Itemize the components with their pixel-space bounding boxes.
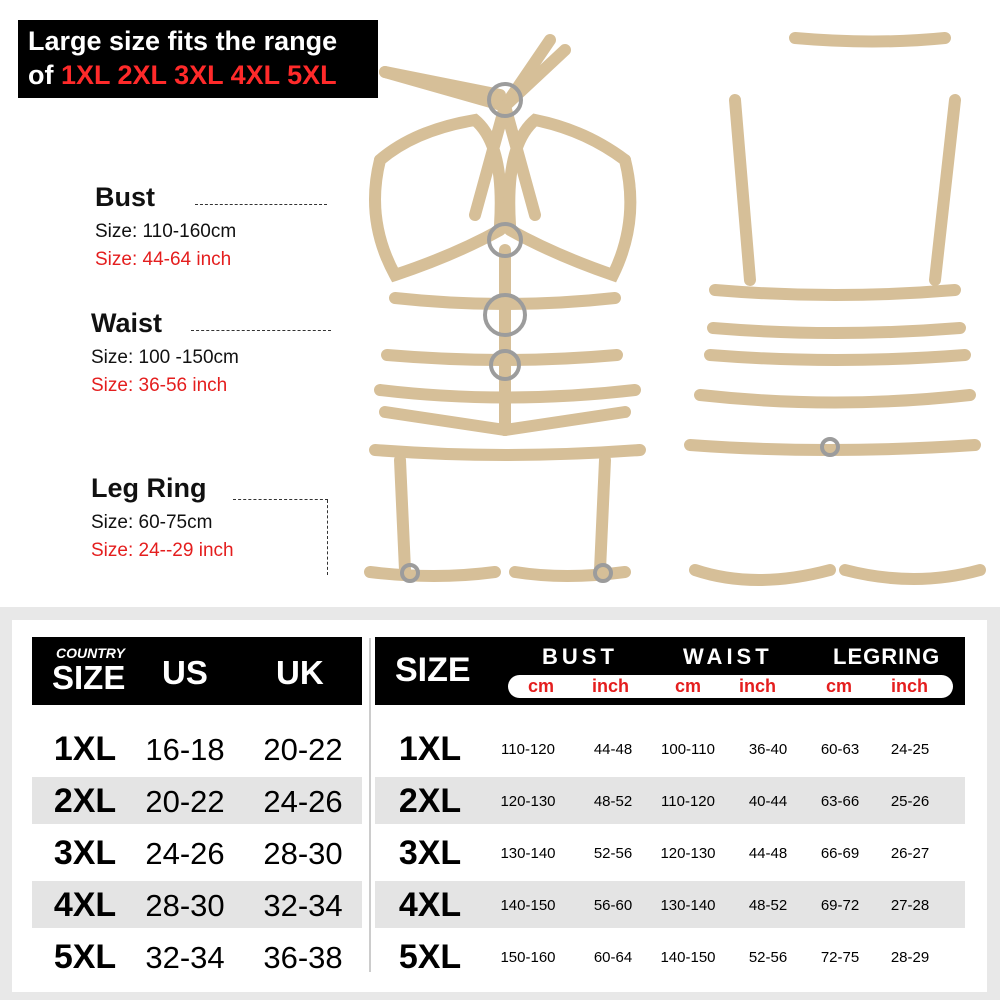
leg-cm-5xl: 72-75	[820, 949, 860, 966]
waist-inch-5xl: 52-56	[748, 949, 788, 966]
leg-inch-3xl: 26-27	[890, 845, 930, 862]
waist-inch: Size: 36-56 inch	[91, 375, 228, 396]
waist-inch-2xl: 40-44	[748, 793, 788, 810]
bust-measurement	[95, 182, 236, 271]
bust-cm-4xl: 140-150	[500, 897, 556, 914]
header-size-right: SIZE	[395, 651, 471, 689]
us-size-5xl: 32-34	[145, 940, 225, 975]
front-harness	[370, 40, 640, 576]
bust-cm: Size: 110-160cm	[95, 221, 237, 242]
us-size-4xl: 28-30	[145, 888, 225, 923]
header-uk: UK	[276, 654, 324, 691]
bust-inch-5xl: 60-64	[593, 949, 633, 966]
us-size-3xl: 24-26	[145, 836, 225, 871]
header-size: SIZE	[52, 659, 126, 696]
right-table-header	[375, 637, 965, 705]
banner-line-2	[28, 58, 378, 92]
left-size-2xl: 2XL	[53, 782, 117, 820]
uk-size-2xl: 24-26	[263, 784, 343, 819]
leg-cm: Size: 60-75cm	[91, 512, 213, 533]
bust-inch-4xl: 56-60	[593, 897, 633, 914]
waist-inch-1xl: 36-40	[748, 741, 788, 758]
back-harness	[690, 38, 980, 580]
unit-leg-inch: inch	[891, 676, 929, 696]
uk-size-4xl: 32-34	[263, 888, 343, 923]
bust-inch-1xl: 44-48	[593, 741, 633, 758]
header-legring: LEGRING	[833, 644, 941, 669]
uk-size-1xl: 20-22	[263, 732, 343, 767]
leg-measurement	[91, 473, 234, 562]
bust-cm-2xl: 120-130	[500, 793, 556, 810]
waist-cm-5xl: 140-150	[660, 949, 716, 966]
bust-cm-5xl: 150-160	[500, 949, 556, 966]
leg-cm-1xl: 60-63	[820, 741, 860, 758]
right-size-1xl: 1XL	[398, 730, 462, 768]
waist-title: Waist	[91, 308, 163, 338]
waist-cm-1xl: 100-110	[661, 741, 715, 758]
bust-dash-line	[195, 204, 327, 205]
left-size-5xl: 5XL	[53, 938, 117, 976]
banner-line-1: Large size fits the range	[28, 26, 338, 56]
leg-inch: Size: 24--29 inch	[91, 540, 234, 561]
header-us: US	[162, 654, 208, 691]
leg-dash-line	[233, 499, 328, 500]
header-country: COUNTRY	[56, 645, 125, 661]
leg-inch-1xl: 24-25	[890, 741, 930, 758]
bust-cm-3xl: 130-140	[500, 845, 556, 862]
leg-title: Leg Ring	[91, 473, 207, 503]
bust-cm-1xl: 110-120	[501, 741, 555, 758]
table-divider	[369, 638, 371, 972]
right-size-2xl: 2XL	[398, 782, 462, 820]
leg-inch-2xl: 25-26	[890, 793, 930, 810]
bust-inch-3xl: 52-56	[593, 845, 633, 862]
waist-measurement	[91, 308, 239, 397]
left-table-header	[32, 637, 362, 705]
waist-dash-line	[191, 330, 331, 331]
bust-inch-2xl: 48-52	[593, 793, 633, 810]
size-range-banner	[18, 20, 378, 98]
right-size-4xl: 4XL	[398, 886, 462, 924]
unit-bust-inch: inch	[592, 676, 630, 696]
leg-cm-3xl: 66-69	[820, 845, 860, 862]
left-size-1xl: 1XL	[53, 730, 117, 768]
uk-size-3xl: 28-30	[263, 836, 343, 871]
unit-leg-cm: cm	[826, 676, 853, 696]
waist-inch-4xl: 48-52	[748, 897, 788, 914]
right-size-5xl: 5XL	[398, 938, 462, 976]
right-size-3xl: 3XL	[398, 834, 462, 872]
leg-inch-4xl: 27-28	[890, 897, 930, 914]
leg-cm-4xl: 69-72	[820, 897, 860, 914]
waist-cm-2xl: 110-120	[661, 793, 715, 810]
header-bust: BUST	[542, 644, 618, 669]
bust-inch: Size: 44-64 inch	[95, 249, 232, 270]
header-waist: WAIST	[683, 644, 773, 669]
left-size-4xl: 4XL	[53, 886, 117, 924]
unit-pill	[508, 675, 953, 698]
harness-product-image	[355, 10, 995, 600]
banner-sizes: 1XL 2XL 3XL 4XL 5XL	[61, 60, 337, 90]
unit-bust-cm: cm	[528, 676, 555, 696]
waist-cm-3xl: 120-130	[660, 845, 716, 862]
unit-waist-inch: inch	[739, 676, 777, 696]
leg-dash-vertical	[327, 500, 328, 575]
us-size-2xl: 20-22	[145, 784, 225, 819]
left-size-3xl: 3XL	[53, 834, 117, 872]
bust-title: Bust	[95, 182, 155, 212]
leg-inch-5xl: 28-29	[890, 949, 930, 966]
waist-cm-4xl: 130-140	[660, 897, 716, 914]
waist-cm: Size: 100 -150cm	[91, 347, 239, 368]
leg-cm-2xl: 63-66	[820, 793, 860, 810]
uk-size-5xl: 36-38	[263, 940, 343, 975]
waist-inch-3xl: 44-48	[748, 845, 788, 862]
us-size-1xl: 16-18	[145, 732, 225, 767]
banner-prefix: of	[28, 60, 61, 90]
unit-waist-cm: cm	[675, 676, 702, 696]
